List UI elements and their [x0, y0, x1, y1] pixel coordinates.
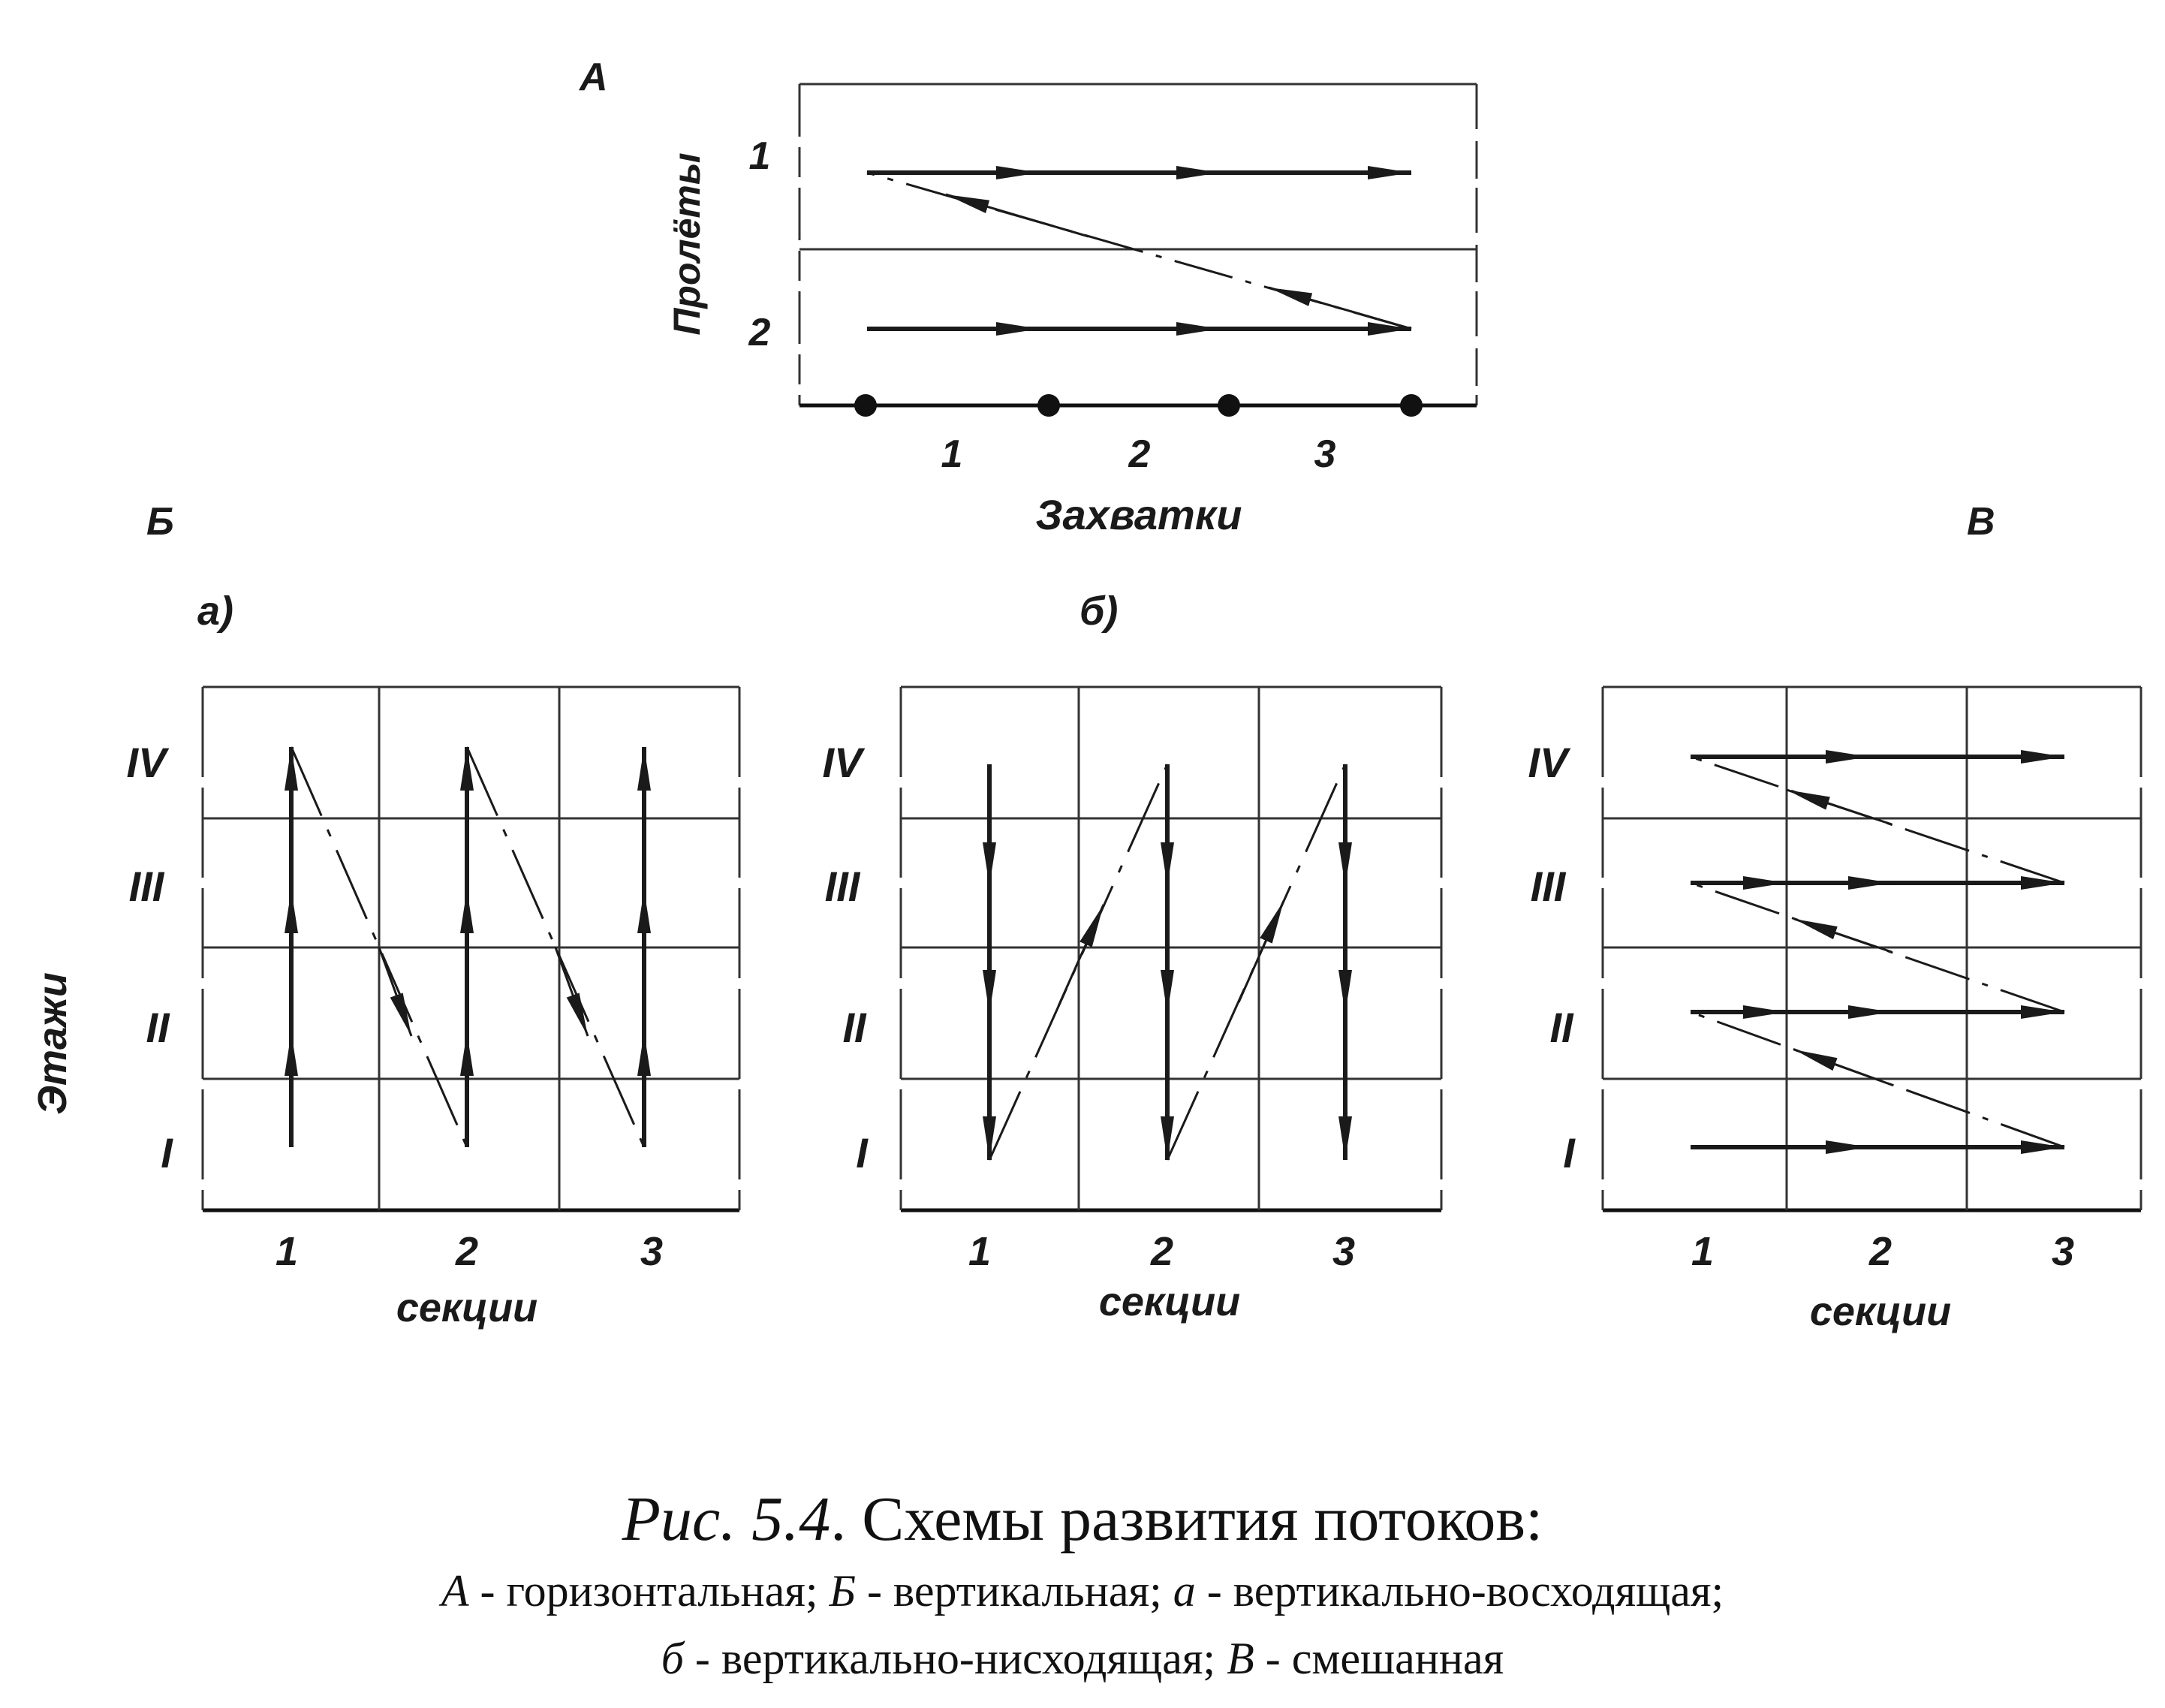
transition-arrow	[379, 947, 411, 1036]
floor-label-iii: III	[128, 863, 164, 910]
caption-key: Б	[829, 1566, 856, 1616]
section-label-1: 1	[1691, 1229, 1715, 1274]
section-label-3: 3	[640, 1229, 664, 1274]
panel-b-y-title: Этажи	[30, 972, 75, 1115]
floor-label-i: I	[1563, 1129, 1575, 1176]
grip-boundary-dot	[1218, 394, 1240, 417]
section-label-2: 2	[455, 1229, 479, 1274]
panel-b-sub-a: а)	[197, 589, 234, 634]
floor-label-ii: II	[1549, 1004, 1573, 1051]
x-title-sections: секции	[1809, 1289, 1952, 1334]
panel-a-letter: А	[580, 56, 608, 99]
grid-mixed	[1603, 687, 2141, 1210]
grip-boundary-dot	[1400, 394, 1423, 417]
panel-b-sub-b: б)	[1079, 589, 1119, 634]
caption-desc: - вертикально-восходящая;	[1195, 1566, 1724, 1616]
panel-v-letter: В	[1967, 500, 1995, 544]
section-label-2: 2	[1150, 1229, 1174, 1274]
floor-label-iii: III	[824, 863, 860, 910]
panel-a-col-label-2: 2	[1128, 432, 1151, 476]
panel-a	[578, 56, 1477, 538]
floor-label-ii: II	[842, 1004, 866, 1051]
figure-caption-line-3	[0, 1633, 2165, 1685]
panel-a-row-label-2: 2	[748, 311, 771, 354]
caption-desc: - вертикальная;	[855, 1566, 1173, 1616]
floor-label-iv: IV	[1528, 739, 1568, 786]
return-arrow	[946, 194, 1089, 236]
x-title-sections: секции	[396, 1285, 538, 1330]
section-label-3: 3	[2051, 1229, 2075, 1274]
panel-a-col-label-1: 1	[941, 432, 963, 476]
panel-a-row-label-1: 1	[748, 134, 771, 178]
floor-label-i: I	[856, 1129, 868, 1176]
section-label-1: 1	[968, 1229, 992, 1274]
grip-boundary-dot	[1037, 394, 1060, 417]
panel-a-col-label-3: 3	[1314, 432, 1336, 476]
floor-label-ii: II	[146, 1004, 170, 1051]
figure-caption-title	[0, 1483, 2165, 1556]
floor-label-iii: III	[1530, 863, 1566, 910]
grid-ascending	[203, 687, 739, 1210]
return-arrow	[1269, 288, 1411, 329]
section-label-2: 2	[1868, 1229, 1892, 1274]
caption-key: б	[661, 1634, 684, 1683]
section-label-1: 1	[275, 1229, 299, 1274]
transition-arrow	[1058, 905, 1104, 1006]
floor-label-iv: IV	[126, 739, 167, 786]
caption-key: А	[441, 1566, 469, 1616]
caption-desc: - горизонтальная;	[468, 1566, 830, 1616]
caption-key: а	[1173, 1566, 1196, 1616]
floor-label-i: I	[161, 1129, 173, 1176]
floor-label-iv: IV	[822, 739, 863, 786]
caption-title-text: . Схемы развития потоков:	[830, 1484, 1543, 1554]
section-label-3: 3	[1332, 1229, 1356, 1274]
panel-b-letter: Б	[146, 500, 174, 544]
panel-a-y-title: Пролёты	[666, 152, 708, 336]
figure-number: Рис. 5.4	[622, 1484, 831, 1554]
panel-a-x-title: Захватки	[1035, 491, 1242, 538]
figure-caption-line-2	[0, 1565, 2165, 1617]
x-title-sections: секции	[1098, 1279, 1241, 1324]
panel-b	[30, 500, 1441, 1330]
caption-desc: - вертикально-нисходящая;	[683, 1634, 1227, 1683]
grid-descending	[901, 687, 1441, 1210]
transition-arrow	[1239, 901, 1284, 1002]
caption-desc: - смешанная	[1254, 1634, 1504, 1683]
panel-v	[1528, 500, 2141, 1334]
caption-key: В	[1227, 1634, 1254, 1683]
grip-boundary-dot	[854, 394, 877, 417]
